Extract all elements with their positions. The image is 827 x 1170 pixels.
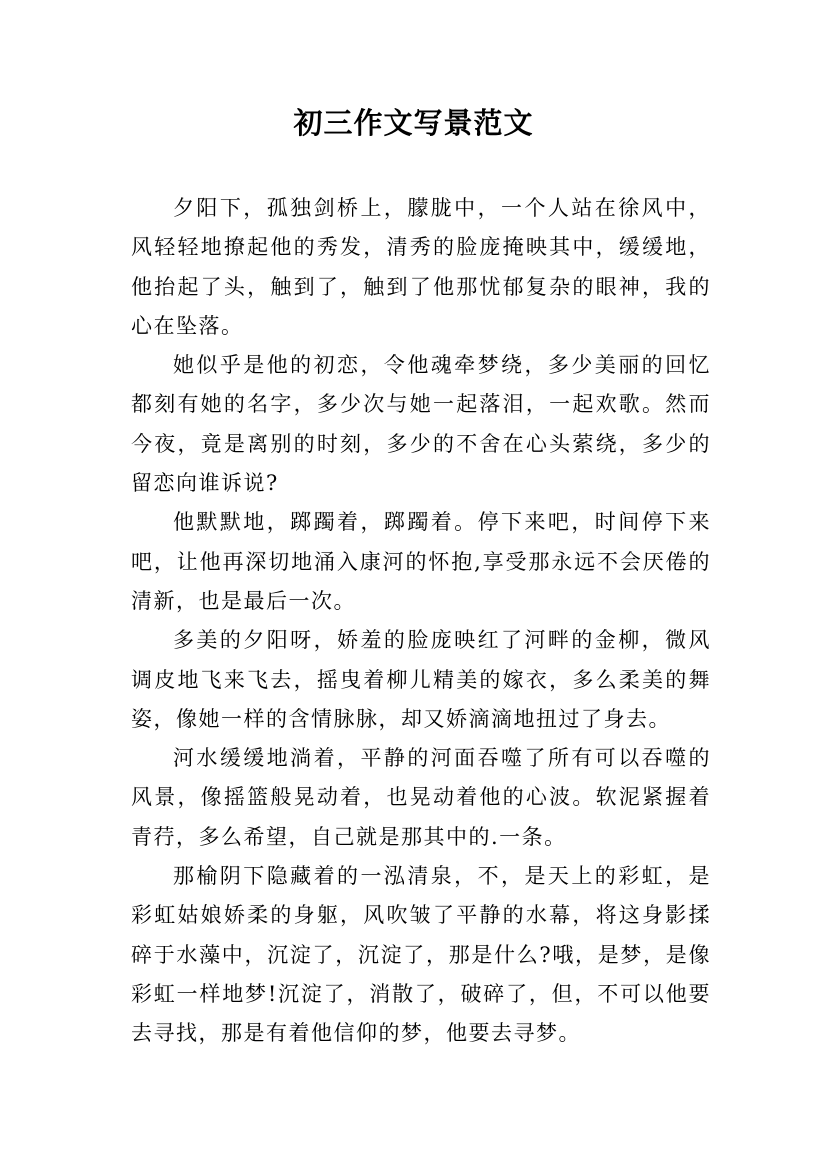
- document-title: 初三作文写景范文: [293, 106, 534, 140]
- paragraph-3: 他默默地，踯躅着，踯躅着。停下来吧，时间停下来吧，让他再深切地涌入康河的怀抱,享受那永远不会厌倦的清新，也是最后一次。: [131, 510, 711, 613]
- paragraph-5: 河水缓缓地淌着，平静的河面吞噬了所有可以吞噬的风景，像摇篮般晃动着，也晃动着他的心波。软泥紧握着青荇，多么希望，自己就是那其中的.一条。: [131, 746, 711, 849]
- paragraph-1: 夕阳下，孤独剑桥上，朦胧中，一个人站在徐风中，风轻轻地撩起他的秀发，清秀的脸庞掩映其中，缓缓地，他抬起了头，触到了，触到了他那忧郁复杂的眼神，我的心在坠落。: [131, 196, 711, 338]
- document-body: [131, 189, 711, 1054]
- paragraph-6: 那榆阴下隐藏着的一泓清泉，不，是天上的彩虹，是彩虹姑娘娇柔的身躯，风吹皱了平静的水幕，将这身影揉碎于水藻中，沉淀了，沉淀了，那是什么?哦，是梦，是像彩虹一样地梦!沉淀了，消散了，破碎了，但，不可以他要去寻找，那是有着他信仰的梦，他要去寻梦。: [131, 864, 711, 1046]
- paragraph-2: 她似乎是他的初恋，令他魂牵梦绕，多少美丽的回忆都刻有她的名字，多少次与她一起落泪，一起欢歌。然而今夜，竟是离别的时刻，多少的不舍在心头萦绕，多少的留恋向谁诉说?: [131, 353, 711, 496]
- paragraph-4: 多美的夕阳呀，娇羞的脸庞映红了河畔的金柳，微风调皮地飞来飞去，摇曳着柳儿精美的嫁衣，多么柔美的舞姿，像她一样的含情脉脉，却又娇滴滴地扭过了身去。: [131, 628, 711, 731]
